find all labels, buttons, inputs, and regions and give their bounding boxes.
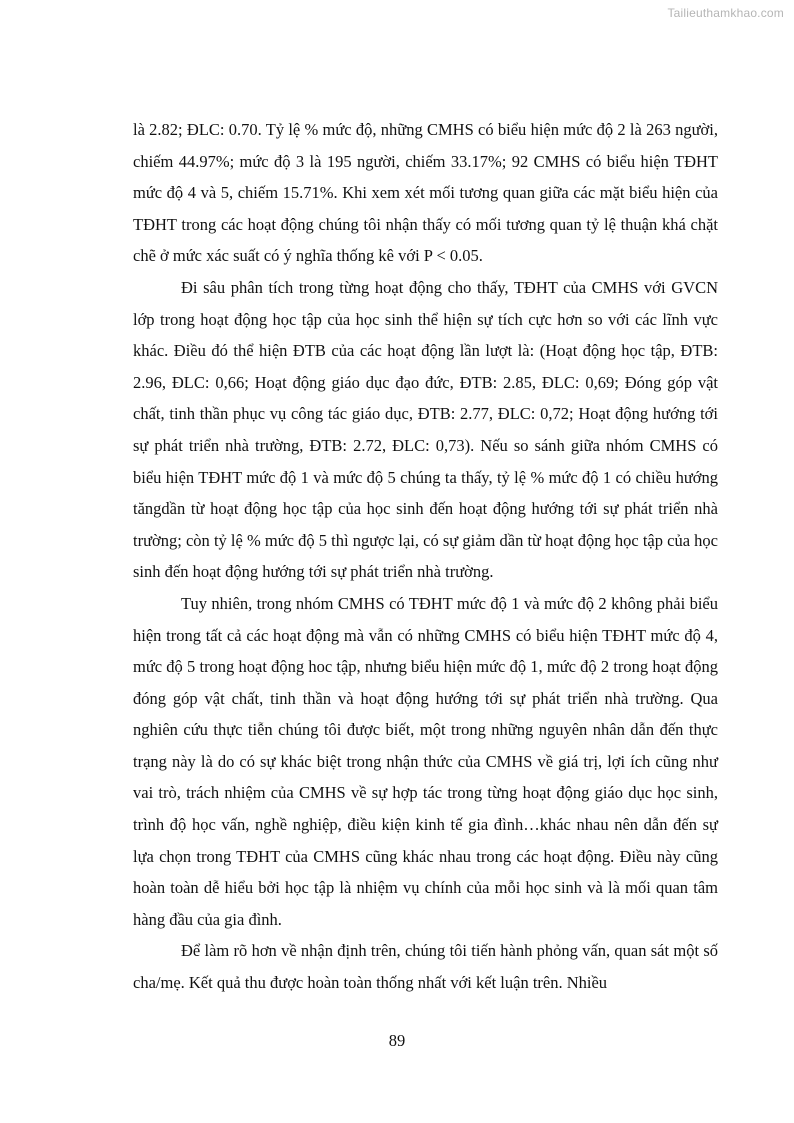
paragraph-however: Tuy nhiên, trong nhóm CMHS có TĐHT mức độ 1 và mức độ 2 không phải biểu hiện trong tất cả các hoạt động mà vẫn có những CMHS có biểu hiện TĐHT mức độ 4, mức độ 5 trong hoạt động hoc tập, nhưng biểu hiện mức độ 1, mức độ 2 trong hoạt động đóng góp vật chất, tinh thần và hoạt động hướng tới sự phát triển nhà trường. Qua nghiên cứu thực tiễn chúng tôi được biết, một trong những nguyên nhân dẫn đến thực trạng này là do có sự khác biệt trong nhận thức của CMHS về giá trị, lợi ích cũng như vai trò, trách nhiệm của CMHS về sự hợp tác trong từng hoạt động giáo dục học sinh, trình độ học vấn, nghề nghiệp, điều kiện kinh tế gia đình…khác nhau nên dẫn đến sự lựa chọn trong TĐHT của CMHS cũng khác nhau trong các hoạt động. Điều này cũng hoàn toàn dễ hiểu bởi học tập là nhiệm vụ chính của mỗi học sinh và là mối quan tâm hàng đầu của gia đình. (133, 593, 718, 929)
document-body (133, 114, 718, 999)
watermark-text: Tailieuthamkhao.com (667, 6, 784, 20)
paragraph-clarification: Để làm rõ hơn về nhận định trên, chúng tôi tiến hành phỏng vấn, quan sát một số cha/mẹ. Kết quả thu được hoàn toàn thống nhất với kết luận trên. Nhiều (133, 941, 718, 993)
paragraph-analysis: Đi sâu phân tích trong từng hoạt động cho thấy, TĐHT của CMHS với GVCN lớp trong hoạt động học tập của học sinh thể hiện sự tích cực hơn so với các lĩnh vực khác. Điều đó thể hiện ĐTB của các hoạt động lần lượt là: (Hoạt động học tập, ĐTB: 2.96, ĐLC: 0,66; Hoạt động giáo dục đạo đức, ĐTB: 2.85, ĐLC: 0,69; Đóng góp vật chất, tinh thần phục vụ công tác giáo dục, ĐTB: 2.77, ĐLC: 0,72; Hoạt động hướng tới sự phát triển nhà trường, ĐTB: 2.72, ĐLC: 0,73). Nếu so sánh giữa nhóm CMHS có biểu hiện TĐHT mức độ 1 và mức độ 5 chúng ta thấy, tỷ lệ % mức độ 1 có chiều hướng tăngdần từ hoạt động học tập của học sinh đến hoạt động hướng tới sự phát triển nhà trường; còn tỷ lệ % mức độ 5 thì ngược lại, có sự giảm dần từ hoạt động học tập của học sinh đến hoạt động hướng tới sự phát triển nhà trường. (133, 277, 718, 582)
page-number: 89 (388, 1031, 406, 1050)
paragraph-continuation: là 2.82; ĐLC: 0.70. Tỷ lệ % mức độ, những CMHS có biểu hiện mức độ 2 là 263 người, chiếm 44.97%; mức độ 3 là 195 người, chiếm 33.17%; 92 CMHS có biểu hiện TĐHT mức độ 4 và 5, chiếm 15.71%. Khi xem xét mối tương quan giữa các mặt biểu hiện của TĐHT trong các hoạt động chúng tôi nhận thấy có mối tương quan tỷ lệ thuận khá chặt chẽ ở mức xác suất có ý nghĩa thống kê với P < 0.05. (133, 120, 718, 266)
